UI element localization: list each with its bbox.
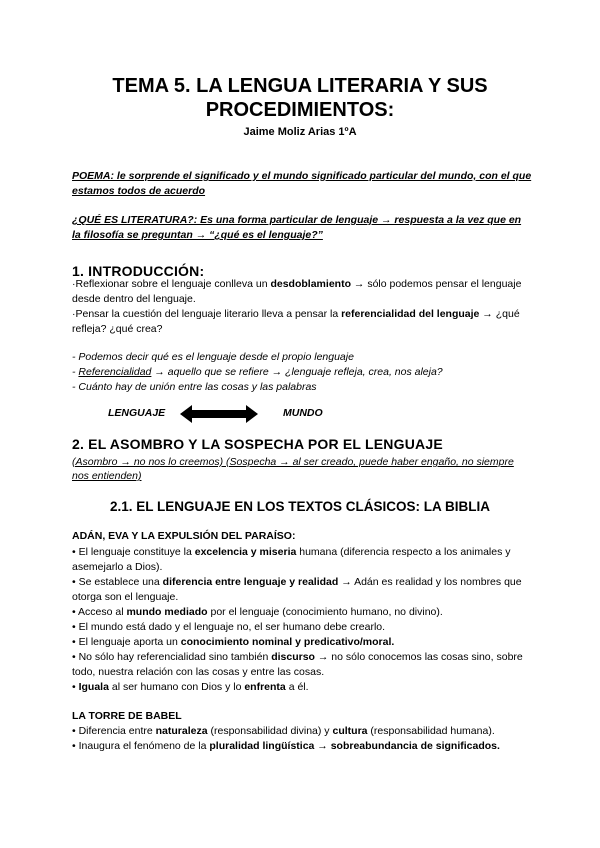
bold-span: excelencia y miseria [194,546,297,558]
text-span: al ser humano con Dios y lo [108,681,245,693]
document-title-line1: TEMA 5. LA LENGUA LITERARIA Y SUS [112,75,488,97]
text-span: (responsabilidad humana). [367,725,495,737]
double-arrow-icon [180,404,258,424]
subheading-adan: ADÁN, EVA Y LA EXPULSIÓN DEL PARAÍSO: [72,530,296,542]
asombro-subtitle: (Asombro → no nos lo creemos) (Sospecha → al ser creado, puede haber engaño, no siempre nos entienden) [72,456,514,482]
poema-text: : le sorprende el significado y el mundo significado particular del mundo, con el que estamos todos de acuerdo [72,170,532,197]
bold-span: referencialidad del lenguaje [341,308,480,320]
text-span: → no sólo conocemos las cosas sino, sobre todo, nuestra relación con las cosas y entre las cosas. [72,651,523,678]
text-span: ·Reflexionar sobre el lenguaje conlleva un [72,278,271,290]
bold-span: discurso [271,651,315,663]
adan-item-5 [72,635,532,650]
lenguaje-label: LENGUAJE [108,407,166,419]
subheading-torre-babel: LA TORRE DE BABEL [72,710,182,722]
text-span: • El lenguaje aporta un [72,636,181,648]
text-span: a él. [285,681,309,693]
torre-item-1 [72,724,532,739]
poema-label: POEMA [72,170,111,182]
intro-italic-item-1: - Podemos decir qué es el lenguaje desde el propio lenguaje [72,351,354,363]
author-name: Jaime Moliz Arias 1ºA [243,126,357,138]
text-span: • Acceso al [72,606,127,618]
bold-span: Iguala [78,681,109,693]
torre-item-2 [72,739,532,754]
text-span: → aquello que se refiere → ¿lenguaje refleja, crea, nos aleja? [151,366,443,378]
adan-item-1 [72,545,532,575]
underlined-span: Referencialidad [78,366,152,378]
text-span: → Adán es realidad y los nombres que otorga son el lenguaje. [72,576,522,603]
mundo-label: MUNDO [283,407,323,419]
intro-italic-item-3: - Cuánto hay de unión entre las cosas y las palabras [72,381,317,393]
text-span: • El lenguaje constituye la [72,546,195,558]
bold-span: pluralidad lingüística → sobreabundancia de significados. [209,740,500,752]
poema-paragraph [72,169,532,199]
bold-span: desdoblamiento [270,278,351,290]
text-span: por el lenguaje (conocimiento humano, no divino). [207,606,443,618]
document-title-line2: PROCEDIMIENTOS: [205,99,395,121]
intro-paragraph-1 [72,277,532,307]
bold-span: cultura [332,725,368,737]
bold-span: mundo mediado [126,606,208,618]
section-heading-asombro: 2. EL ASOMBRO Y LA SOSPECHA POR EL LENGUAJE [72,436,443,452]
section-heading-biblia: 2.1. EL LENGUAJE EN LOS TEXTOS CLÁSICOS: LA BIBLIA [109,499,491,514]
bold-span: enfrenta [244,681,286,693]
text-span: • [72,681,79,693]
literatura-paragraph: ¿QUÉ ES LITERATURA?: Es una forma particular de lenguaje → respuesta a la vez que en la filosofía se preguntan → “¿qué es el lenguaje?” [72,214,522,241]
text-span: (responsabilidad divina) y [207,725,333,737]
adan-item-6 [72,650,532,680]
text-span: → ¿qué refleja? ¿qué crea? [72,308,520,335]
text-span: ·Pensar la cuestión del lenguaje literario lleva a pensar la [72,308,342,320]
text-span: humana (diferencia respecto a los animales y asemejarlo a Dios). [72,546,511,573]
text-span: • No sólo hay referencialidad sino también [72,651,272,663]
text-span: • Inaugura el fenómeno de la [72,740,210,752]
bold-span: diferencia entre lenguaje y realidad [162,576,339,588]
bold-span: naturaleza [155,725,208,737]
adan-item-3 [72,605,532,620]
adan-item-7 [72,680,532,695]
intro-italic-item-2 [72,365,532,380]
text-span: - [72,366,79,378]
text-span: → sólo podemos pensar el lenguaje desde dentro del lenguaje. [72,278,522,305]
bold-span: conocimiento nominal y predicativo/moral. [180,636,395,648]
adan-item-2 [72,575,532,605]
text-span: • Se establece una [72,576,163,588]
intro-paragraph-2 [72,307,532,337]
text-span: • Diferencia entre [72,725,156,737]
adan-item-4: • El mundo está dado y el lenguaje no, el ser humano debe crearlo. [72,621,386,633]
section-heading-introduccion: 1. INTRODUCCIÓN: [72,263,205,279]
